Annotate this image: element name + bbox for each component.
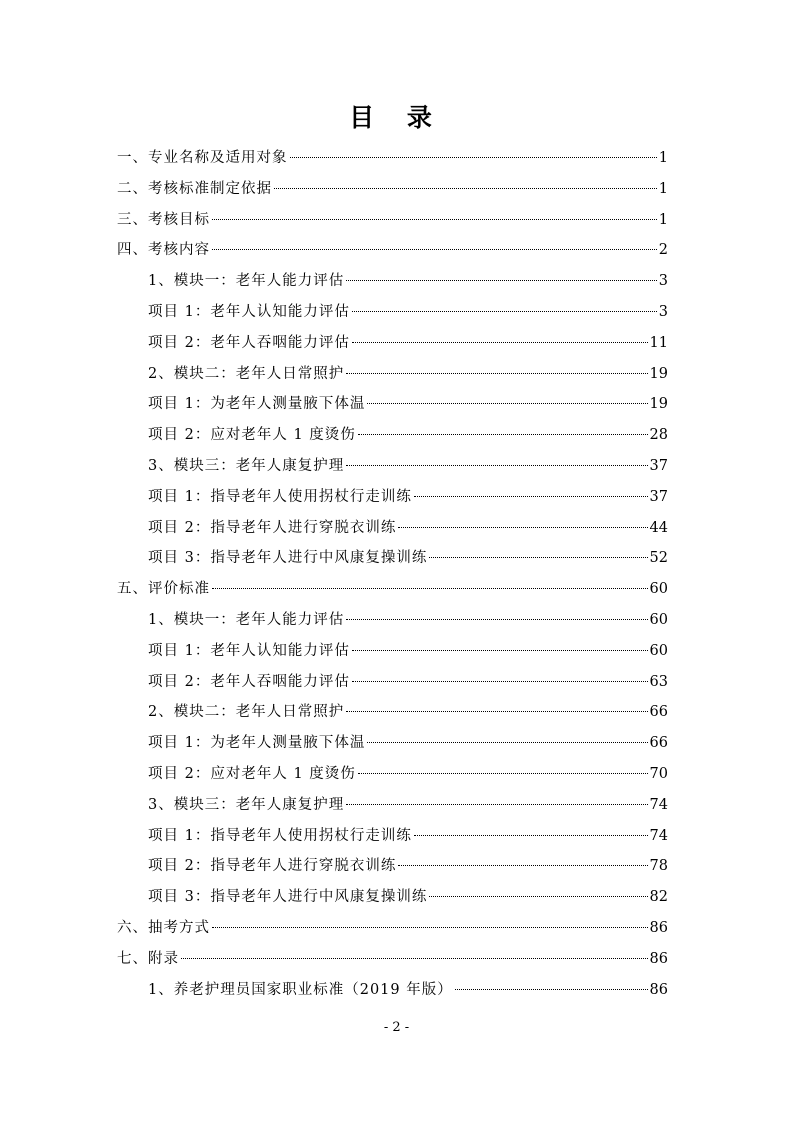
toc-entry-text: 五、评价标准 <box>117 581 210 598</box>
dot-leader <box>212 249 657 250</box>
dot-leader <box>274 188 657 189</box>
dot-leader <box>414 496 648 497</box>
dot-leader <box>455 989 648 990</box>
toc-entry-text: 项目 3：指导老年人进行中风康复操训练 <box>148 889 428 906</box>
toc-entry-page: 60 <box>649 581 668 598</box>
toc-entry-page: 86 <box>649 919 668 936</box>
toc-entry[interactable] <box>117 574 668 605</box>
toc-entry[interactable] <box>117 975 668 1006</box>
toc-entry-page: 86 <box>649 981 668 998</box>
toc-entry[interactable] <box>117 389 668 420</box>
dot-leader <box>367 403 647 404</box>
dot-leader <box>290 157 657 158</box>
dot-leader <box>346 711 647 712</box>
dot-leader <box>352 681 648 682</box>
page-number: - 2 - <box>383 1020 410 1035</box>
toc-entry[interactable] <box>117 728 668 759</box>
dot-leader <box>346 280 657 281</box>
toc-entry-text: 项目 3：指导老年人进行中风康复操训练 <box>148 550 428 567</box>
toc-entry-page: 19 <box>649 396 668 413</box>
dot-leader <box>212 927 648 928</box>
dot-leader <box>358 773 648 774</box>
toc-entry-page: 37 <box>649 457 668 474</box>
dot-leader <box>212 588 648 589</box>
toc-entry[interactable] <box>117 543 668 574</box>
toc-entry-page: 78 <box>649 858 668 875</box>
dot-leader <box>212 219 657 220</box>
toc-entry-page: 19 <box>649 365 668 382</box>
toc-entry-page: 11 <box>649 334 668 351</box>
dot-leader <box>429 557 647 558</box>
dot-leader <box>367 742 647 743</box>
toc-entry-text: 三、考核目标 <box>117 211 210 228</box>
toc-entry[interactable] <box>117 328 668 359</box>
toc-entry[interactable] <box>117 513 668 544</box>
dot-leader <box>398 865 647 866</box>
toc-entry-text: 1、养老护理员国家职业标准（2019 年版） <box>148 981 453 998</box>
toc-entry-page: 1 <box>658 211 668 228</box>
dot-leader <box>352 650 648 651</box>
dot-leader <box>181 958 648 959</box>
toc-entry[interactable] <box>117 759 668 790</box>
dot-leader <box>346 373 647 374</box>
toc-entry-page: 66 <box>649 704 668 721</box>
toc-entry[interactable] <box>117 790 668 821</box>
toc-entry-page: 3 <box>658 303 668 320</box>
toc-list <box>117 143 668 1005</box>
toc-entry[interactable] <box>117 420 668 451</box>
toc-entry-page: 82 <box>649 889 668 906</box>
dot-leader <box>398 527 647 528</box>
toc-entry-text: 二、考核标准制定依据 <box>117 180 272 197</box>
toc-entry[interactable] <box>117 266 668 297</box>
toc-entry-text: 项目 2：老年人吞咽能力评估 <box>148 334 350 351</box>
toc-entry-text: 项目 1：指导老年人使用拐杖行走训练 <box>148 488 412 505</box>
dot-leader <box>346 804 647 805</box>
toc-entry-page: 37 <box>649 488 668 505</box>
toc-entry-text: 项目 1：为老年人测量腋下体温 <box>148 735 366 752</box>
toc-entry[interactable] <box>117 359 668 390</box>
toc-entry[interactable] <box>117 821 668 852</box>
toc-entry-text: 1、模块一：老年人能力评估 <box>148 273 345 290</box>
toc-entry[interactable] <box>117 174 668 205</box>
toc-title: 目 录 <box>349 103 444 132</box>
toc-entry-page: 3 <box>658 273 668 290</box>
toc-entry-page: 60 <box>649 642 668 659</box>
toc-entry[interactable] <box>117 851 668 882</box>
toc-entry[interactable] <box>117 605 668 636</box>
toc-entry[interactable] <box>117 297 668 328</box>
toc-entry-page: 1 <box>658 150 668 166</box>
toc-entry-page: 74 <box>649 827 668 844</box>
toc-entry[interactable] <box>117 235 668 266</box>
toc-entry-page: 86 <box>649 950 668 967</box>
toc-entry-text: 一、专业名称及适用对象 <box>117 150 288 166</box>
toc-entry-page: 63 <box>649 673 668 690</box>
dot-leader <box>346 619 647 620</box>
toc-entry-text: 项目 1：指导老年人使用拐杖行走训练 <box>148 827 412 844</box>
toc-entry-page: 2 <box>658 242 668 259</box>
toc-entry-page: 74 <box>649 796 668 813</box>
toc-entry-text: 3、模块三：老年人康复护理 <box>148 796 345 813</box>
toc-entry-text: 四、考核内容 <box>117 242 210 259</box>
toc-entry-text: 3、模块三：老年人康复护理 <box>148 457 345 474</box>
toc-entry[interactable] <box>117 882 668 913</box>
toc-entry[interactable] <box>117 636 668 667</box>
toc-entry[interactable] <box>117 482 668 513</box>
toc-entry-text: 项目 1：为老年人测量腋下体温 <box>148 396 366 413</box>
toc-entry-page: 70 <box>649 765 668 782</box>
dot-leader <box>346 465 647 466</box>
toc-entry-text: 项目 1：老年人认知能力评估 <box>148 642 350 659</box>
toc-entry-page: 66 <box>649 735 668 752</box>
toc-entry-text: 项目 2：应对老年人 1 度烫伤 <box>148 765 356 782</box>
toc-entry-text: 2、模块二：老年人日常照护 <box>148 704 345 721</box>
dot-leader <box>358 434 648 435</box>
toc-entry-page: 28 <box>649 427 668 444</box>
toc-entry[interactable] <box>117 944 668 975</box>
toc-entry-page: 1 <box>658 180 668 197</box>
toc-entry[interactable] <box>117 205 668 236</box>
toc-entry-text: 1、模块一：老年人能力评估 <box>148 611 345 628</box>
dot-leader <box>352 342 648 343</box>
toc-entry-text: 项目 1：老年人认知能力评估 <box>148 303 350 320</box>
toc-entry[interactable] <box>117 913 668 944</box>
toc-entry-text: 项目 2：指导老年人进行穿脱衣训练 <box>148 858 397 875</box>
toc-entry-page: 52 <box>649 550 668 567</box>
toc-entry-text: 七、附录 <box>117 950 179 967</box>
toc-entry[interactable] <box>117 143 668 174</box>
toc-entry-page: 44 <box>649 519 668 536</box>
toc-entry[interactable] <box>117 667 668 698</box>
toc-entry-text: 项目 2：老年人吞咽能力评估 <box>148 673 350 690</box>
dot-leader <box>429 896 647 897</box>
toc-entry[interactable] <box>117 451 668 482</box>
dot-leader <box>414 835 648 836</box>
dot-leader <box>352 311 657 312</box>
toc-entry-text: 六、抽考方式 <box>117 919 210 936</box>
toc-entry-page: 60 <box>649 611 668 628</box>
toc-entry-text: 项目 2：指导老年人进行穿脱衣训练 <box>148 519 397 536</box>
toc-entry-text: 2、模块二：老年人日常照护 <box>148 365 345 382</box>
toc-entry-text: 项目 2：应对老年人 1 度烫伤 <box>148 427 356 444</box>
toc-entry[interactable] <box>117 697 668 728</box>
